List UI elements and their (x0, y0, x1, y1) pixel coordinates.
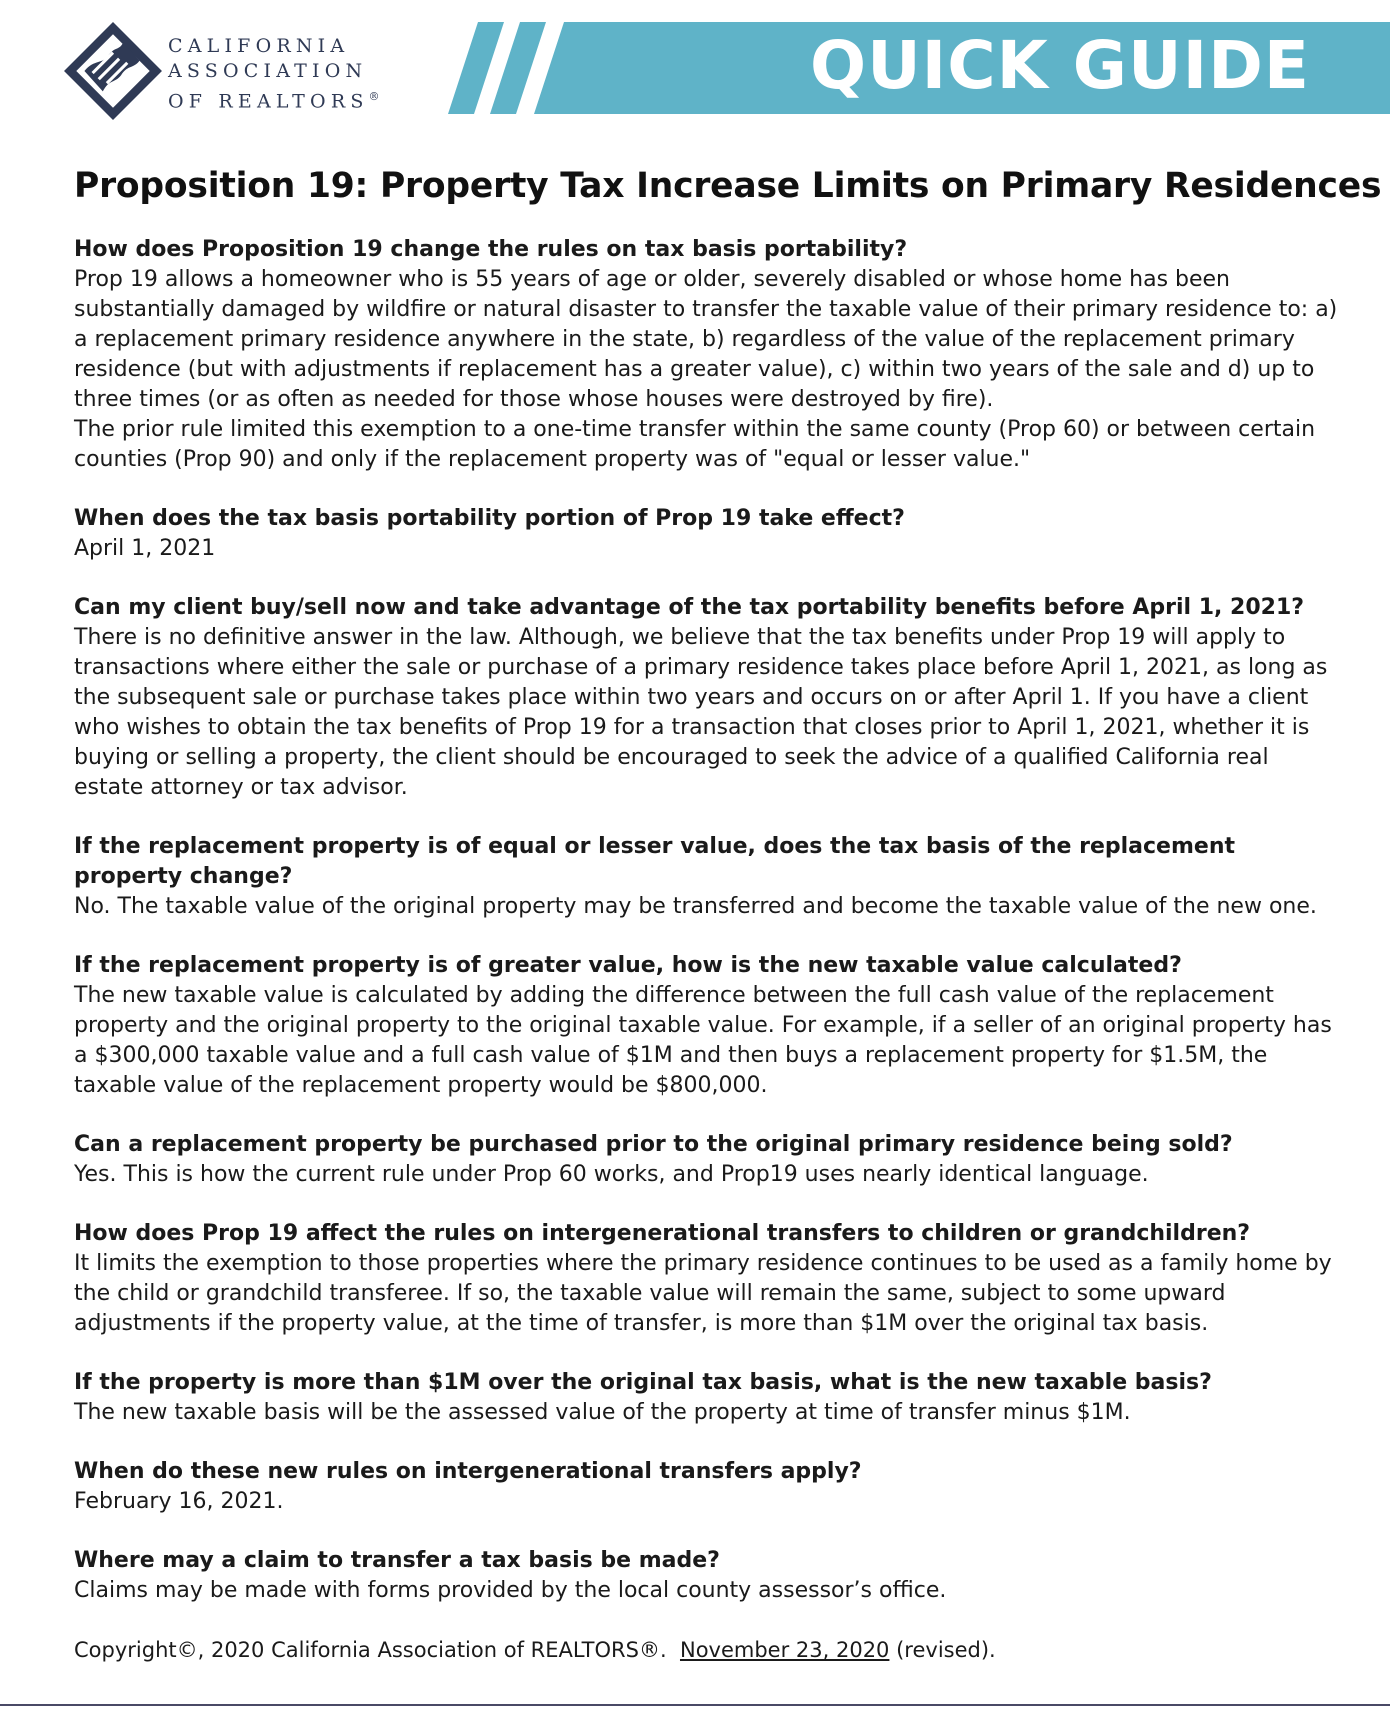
question: Can a replacement property be purchased prior to the original primary residence being sold? (74, 1132, 1233, 1157)
question: When does the tax basis portability portion of Prop 19 take effect? (74, 506, 905, 531)
banner-title: QUICK GUIDE (809, 27, 1310, 104)
copyright-text: Copyright©, 2020 California Association of REALTORS®. (74, 1638, 667, 1662)
answer (74, 265, 1344, 475)
qa-item (74, 1130, 1344, 1190)
answer-paragraph: The prior rule limited this exemption to a one-time transfer within the same county (Prop 60) or between certain counties (Prop 90) and only if the replacement property was of "equal or lesser value." (74, 417, 1316, 472)
bottom-rule (0, 1704, 1390, 1706)
answer-paragraph: The new taxable value is calculated by adding the difference between the full cash value of the replacement property and the original property to the original taxable value. For example, if a seller of an original property has a $300,000 taxable value and a full cash value of $1M and then buys a replacement property for $1.5M, the taxable value of the replacement property would be $800,000. (74, 983, 1332, 1098)
page-header (0, 0, 1390, 140)
qa-item (74, 832, 1344, 922)
question: How does Prop 19 affect the rules on intergenerational transfers to children or grandchildren? (74, 1221, 1251, 1246)
question: Where may a claim to transfer a tax basis be made? (74, 1548, 720, 1573)
question: How does Proposition 19 change the rules on tax basis portability? (74, 237, 908, 262)
qa-item (74, 1457, 1344, 1517)
answer (74, 1398, 1344, 1428)
answer (74, 1576, 1344, 1606)
question: If the replacement property is of equal or lesser value, does the tax basis of the replacement property change? (74, 834, 1236, 889)
question: If the replacement property is of greater value, how is the new taxable value calculated? (74, 953, 1182, 978)
answer (74, 534, 1344, 564)
answer-paragraph: Yes. This is how the current rule under Prop 60 works, and Prop19 uses nearly identical language. (74, 1162, 1149, 1187)
logo-line-1: CALIFORNIA (168, 35, 350, 57)
qa-item (74, 1219, 1344, 1339)
answer-paragraph: There is no definitive answer in the law. Although, we believe that the tax benefits under Prop 19 will apply to transactions where either the sale or purchase of a primary residence takes place before April 1, 2021, as long as the subsequent sale or purchase takes place within two years and occurs on or after April 1. If you have a client who wishes to obtain the tax benefits of Prop 19 for a transaction that closes prior to April 1, 2021, whether it is buying or selling a property, the client should be encouraged to seek the advice of a qualified California real estate attorney or tax advisor. (74, 625, 1328, 800)
qa-item (74, 593, 1344, 803)
answer-paragraph: The new taxable basis will be the assessed value of the property at time of transfer minus $1M. (74, 1400, 1131, 1425)
qa-item (74, 951, 1344, 1101)
logo-wordmark (168, 34, 380, 114)
answer-paragraph: Claims may be made with forms provided by the local county assessor’s office. (74, 1578, 947, 1603)
question: If the property is more than $1M over the original tax basis, what is the new taxable basis? (74, 1370, 1212, 1395)
revision-suffix: (revised). (896, 1638, 996, 1662)
footer (74, 1635, 1344, 1665)
logo-line-2: ASSOCIATION (168, 60, 368, 82)
qa-item (74, 235, 1344, 475)
answer (74, 892, 1344, 922)
answer (74, 623, 1344, 803)
registered-mark: ® (368, 90, 380, 103)
question: Can my client buy/sell now and take advantage of the tax portability benefits before April 1, 2021? (74, 595, 1305, 620)
revision-date: November 23, 2020 (679, 1638, 890, 1662)
document-body (74, 166, 1382, 1665)
answer-paragraph: It limits the exemption to those properties where the primary residence continues to be used as a family home by the child or grandchild transferee. If so, the taxable value will remain the same, subject to some upward adjustments if the property value, at the time of transfer, is more than $1M over the original tax basis. (74, 1251, 1332, 1336)
page-title: Proposition 19: Property Tax Increase Limits on Primary Residences (74, 166, 1382, 206)
answer-paragraph: April 1, 2021 (74, 536, 216, 561)
answer-paragraph: February 16, 2021. (74, 1489, 284, 1514)
answer-paragraph: No. The taxable value of the original property may be transferred and become the taxable value of the new one. (74, 894, 1317, 919)
answer (74, 1160, 1344, 1190)
answer-paragraph: Prop 19 allows a homeowner who is 55 years of age or older, severely disabled or whose home has been substantially damaged by wildfire or natural disaster to transfer the taxable value of their primary residence to: a) a replacement primary residence anywhere in the state, b) regardless of the value of the replacement primary residence (but with adjustments if replacement has a greater value), c) within two years of the sale and d) up to three times (or as often as needed for those whose houses were destroyed by fire). (74, 267, 1338, 412)
car-logo-icon (62, 20, 164, 122)
answer (74, 1249, 1344, 1339)
question: When do these new rules on intergenerational transfers apply? (74, 1459, 862, 1484)
answer (74, 981, 1344, 1101)
logo-line-3: OF REALTORS (168, 90, 369, 113)
qa-item (74, 504, 1344, 564)
qa-item (74, 1546, 1344, 1606)
qa-item (74, 1368, 1344, 1428)
answer (74, 1487, 1344, 1517)
